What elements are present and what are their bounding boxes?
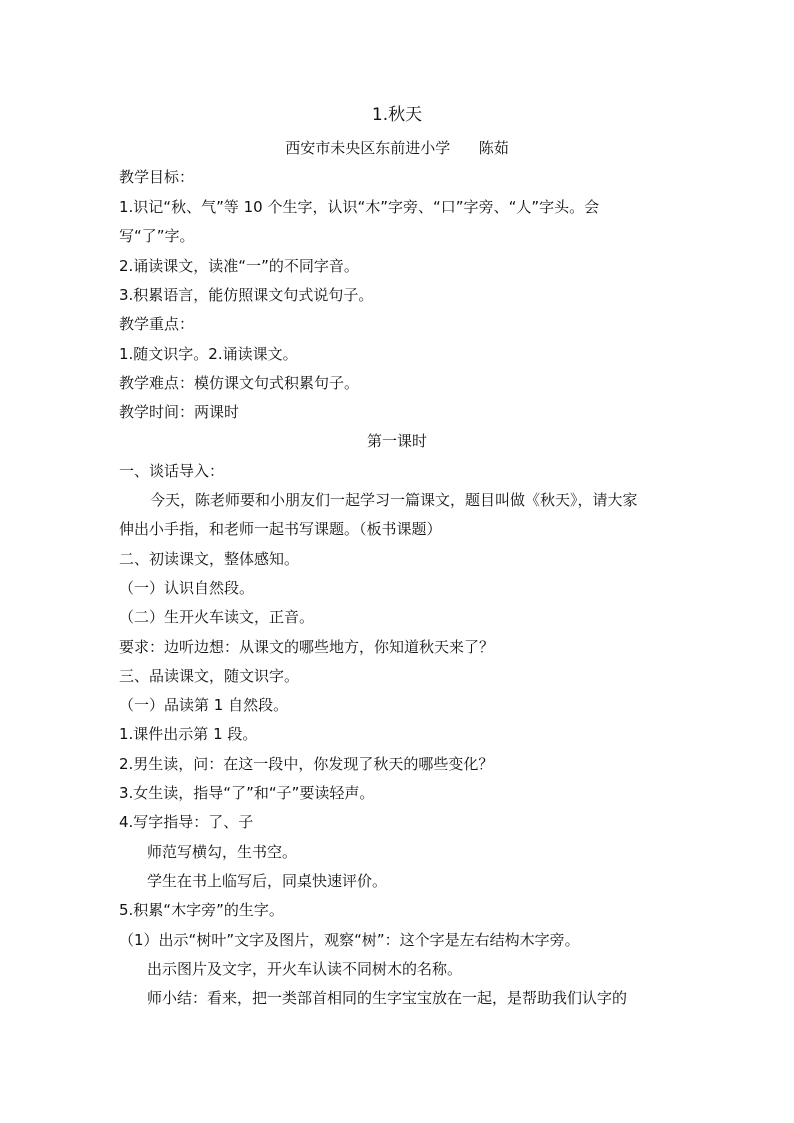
document-title: 1.秋天 <box>371 105 423 125</box>
text-line: 教学重点： <box>119 315 195 333</box>
text-line: 2.诵读课文，读准“一”的不同字音。 <box>119 257 359 275</box>
text-line: 4.写字指导：了、子 <box>119 813 254 831</box>
text-line: （一）品读第 1 自然段。 <box>119 696 289 714</box>
paragraph-line: 今天，陈老师要和小朋友们一起学习一篇课文，题目叫做《秋天》，请大家 <box>150 491 638 509</box>
text-line: 3.女生读，指导“了”和“子”要读轻声。 <box>119 784 375 802</box>
lesson-title: 第一课时 <box>366 432 427 450</box>
text-line: （二）生开火车读文，正音。 <box>119 608 315 626</box>
text-line: 1.随文识字。2.诵读课文。 <box>119 345 298 363</box>
text-line: 学生在书上临写后，同桌快速评价。 <box>147 872 388 890</box>
section-heading: 二、初读课文，整体感知。 <box>119 550 300 568</box>
text-line: 教学时间：两课时 <box>119 403 240 421</box>
text-line: 写“了”字。 <box>119 227 195 245</box>
text-line: 师范写横勾，生书空。 <box>147 843 298 861</box>
text-line: 3.积累语言，能仿照课文句式说句子。 <box>119 286 374 304</box>
text-line: 5.积累“木字旁”的生字。 <box>119 901 284 919</box>
text-line: 师小结：看来，把一类部首相同的生字宝宝放在一起，是帮助我们认字的 <box>147 989 628 1007</box>
text-line: 2.男生读，问：在这一段中，你发现了秋天的哪些变化？ <box>119 755 494 773</box>
text-line: 教学难点：模仿课文句式积累句子。 <box>119 374 360 392</box>
text-line: 1.识记“秋、气”等 10 个生字，认识“木”字旁、“口”字旁、“人”字头。会 <box>119 198 600 216</box>
text-line: 教学目标： <box>119 168 195 186</box>
text-line: （1）出示“树叶”文字及图片，观察“树”：这个字是左右结构木字旁。 <box>119 931 580 949</box>
text-line: 出示图片及文字，开火车认读不同树木的名称。 <box>147 960 463 978</box>
text-line: 要求：边听边想：从课文的哪些地方，你知道秋天来了？ <box>119 638 495 656</box>
author-line: 西安市未央区东前进小学 陈茹 <box>285 139 509 157</box>
section-heading: 一、谈话导入： <box>119 462 225 480</box>
section-heading: 三、品读课文，随文识字。 <box>119 667 300 685</box>
text-line: （一）认识自然段。 <box>119 579 255 597</box>
paragraph-line: 伸出小手指，和老师一起书写课题。（板书课题） <box>119 520 442 538</box>
text-line: 1.课件出示第 1 段。 <box>119 725 258 743</box>
